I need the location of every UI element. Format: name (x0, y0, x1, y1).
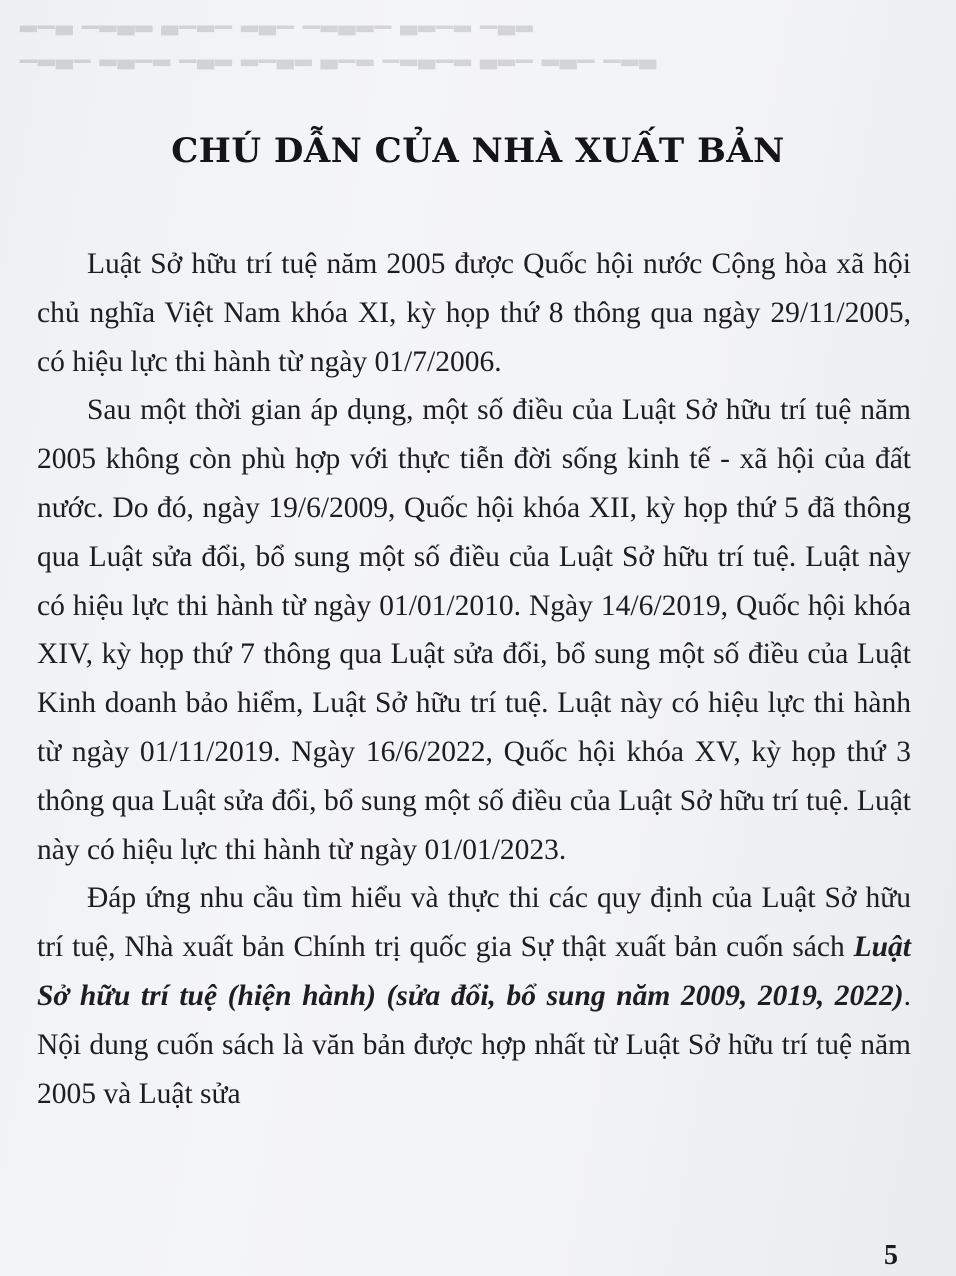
page-number: 5 (884, 1240, 898, 1271)
paragraph-2: Sau một thời gian áp dụng, một số điều của Luật Sở hữu trí tuệ năm 2005 không còn phù hợp với thực tiễn đời sống kinh tế - xã hội của đất nước. Do đó, ngày 19/6/2009, Quốc hội khóa XII, kỳ họp thứ 5 đã thông qua Luật sửa đổi, bổ sung một số điều của Luật Sở hữu trí tuệ. Luật này có hiệu lực thi hành từ ngày 01/01/2010. Ngày 14/6/2019, Quốc hội khóa XIV, kỳ họp thứ 7 thông qua Luật sửa đổi, bổ sung một số điều của Luật Kinh doanh bảo hiểm, Luật Sở hữu trí tuệ. Luật này có hiệu lực thi hành từ ngày 01/11/2019. Ngày 16/6/2022, Quốc hội khóa XV, kỳ họp thứ 3 thông qua Luật sửa đổi, bổ sung một số điều của Luật Sở hữu trí tuệ. Luật này có hiệu lực thi hành từ ngày 01/01/2023. (37, 394, 911, 866)
paragraph-3-lead: Đáp ứng nhu cầu tìm hiểu và thực thi các quy định của Luật Sở hữu trí tuệ, Nhà xuất bản Chính trị quốc gia Sự thật xuất bản cuốn sách (37, 882, 911, 964)
paragraph-3-tail: . Nội dung cuốn sách là văn bản được hợp nhất từ Luật Sở hữu trí tuệ năm 2005 và Luật sửa (37, 979, 911, 1110)
bleed-through-text: ▁▂▃▁ ▂▃▁▂ ▁▃▂ ▂▁▃▂ ▃▁▂ ▁▂▃▁▂ ▃▂▁ ▂▃▁ ▁▂▃ ▂▁▃ ▁▂▃▂ ▃▁▂▁ ▂▃▁ ▁▂▃▂▁ ▃▂▁▂ ▁▃▂ (20, 25, 658, 84)
page-title: CHÚ DẪN CỦA NHÀ XUẤT BẢN (171, 130, 785, 171)
body-text (37, 240, 911, 1118)
paragraph-3 (37, 874, 911, 1118)
book-title: Luật Sở hữu trí tuệ (hiện hành) (sửa đổi, bổ sung năm 2009, 2019, 2022) (37, 931, 911, 1012)
paragraph-1: Luật Sở hữu trí tuệ năm 2005 được Quốc hội nước Cộng hòa xã hội chủ nghĩa Việt Nam khóa XI, kỳ họp thứ 8 thông qua ngày 29/11/2005, có hiệu lực thi hành từ ngày 01/7/2006. (37, 248, 911, 378)
